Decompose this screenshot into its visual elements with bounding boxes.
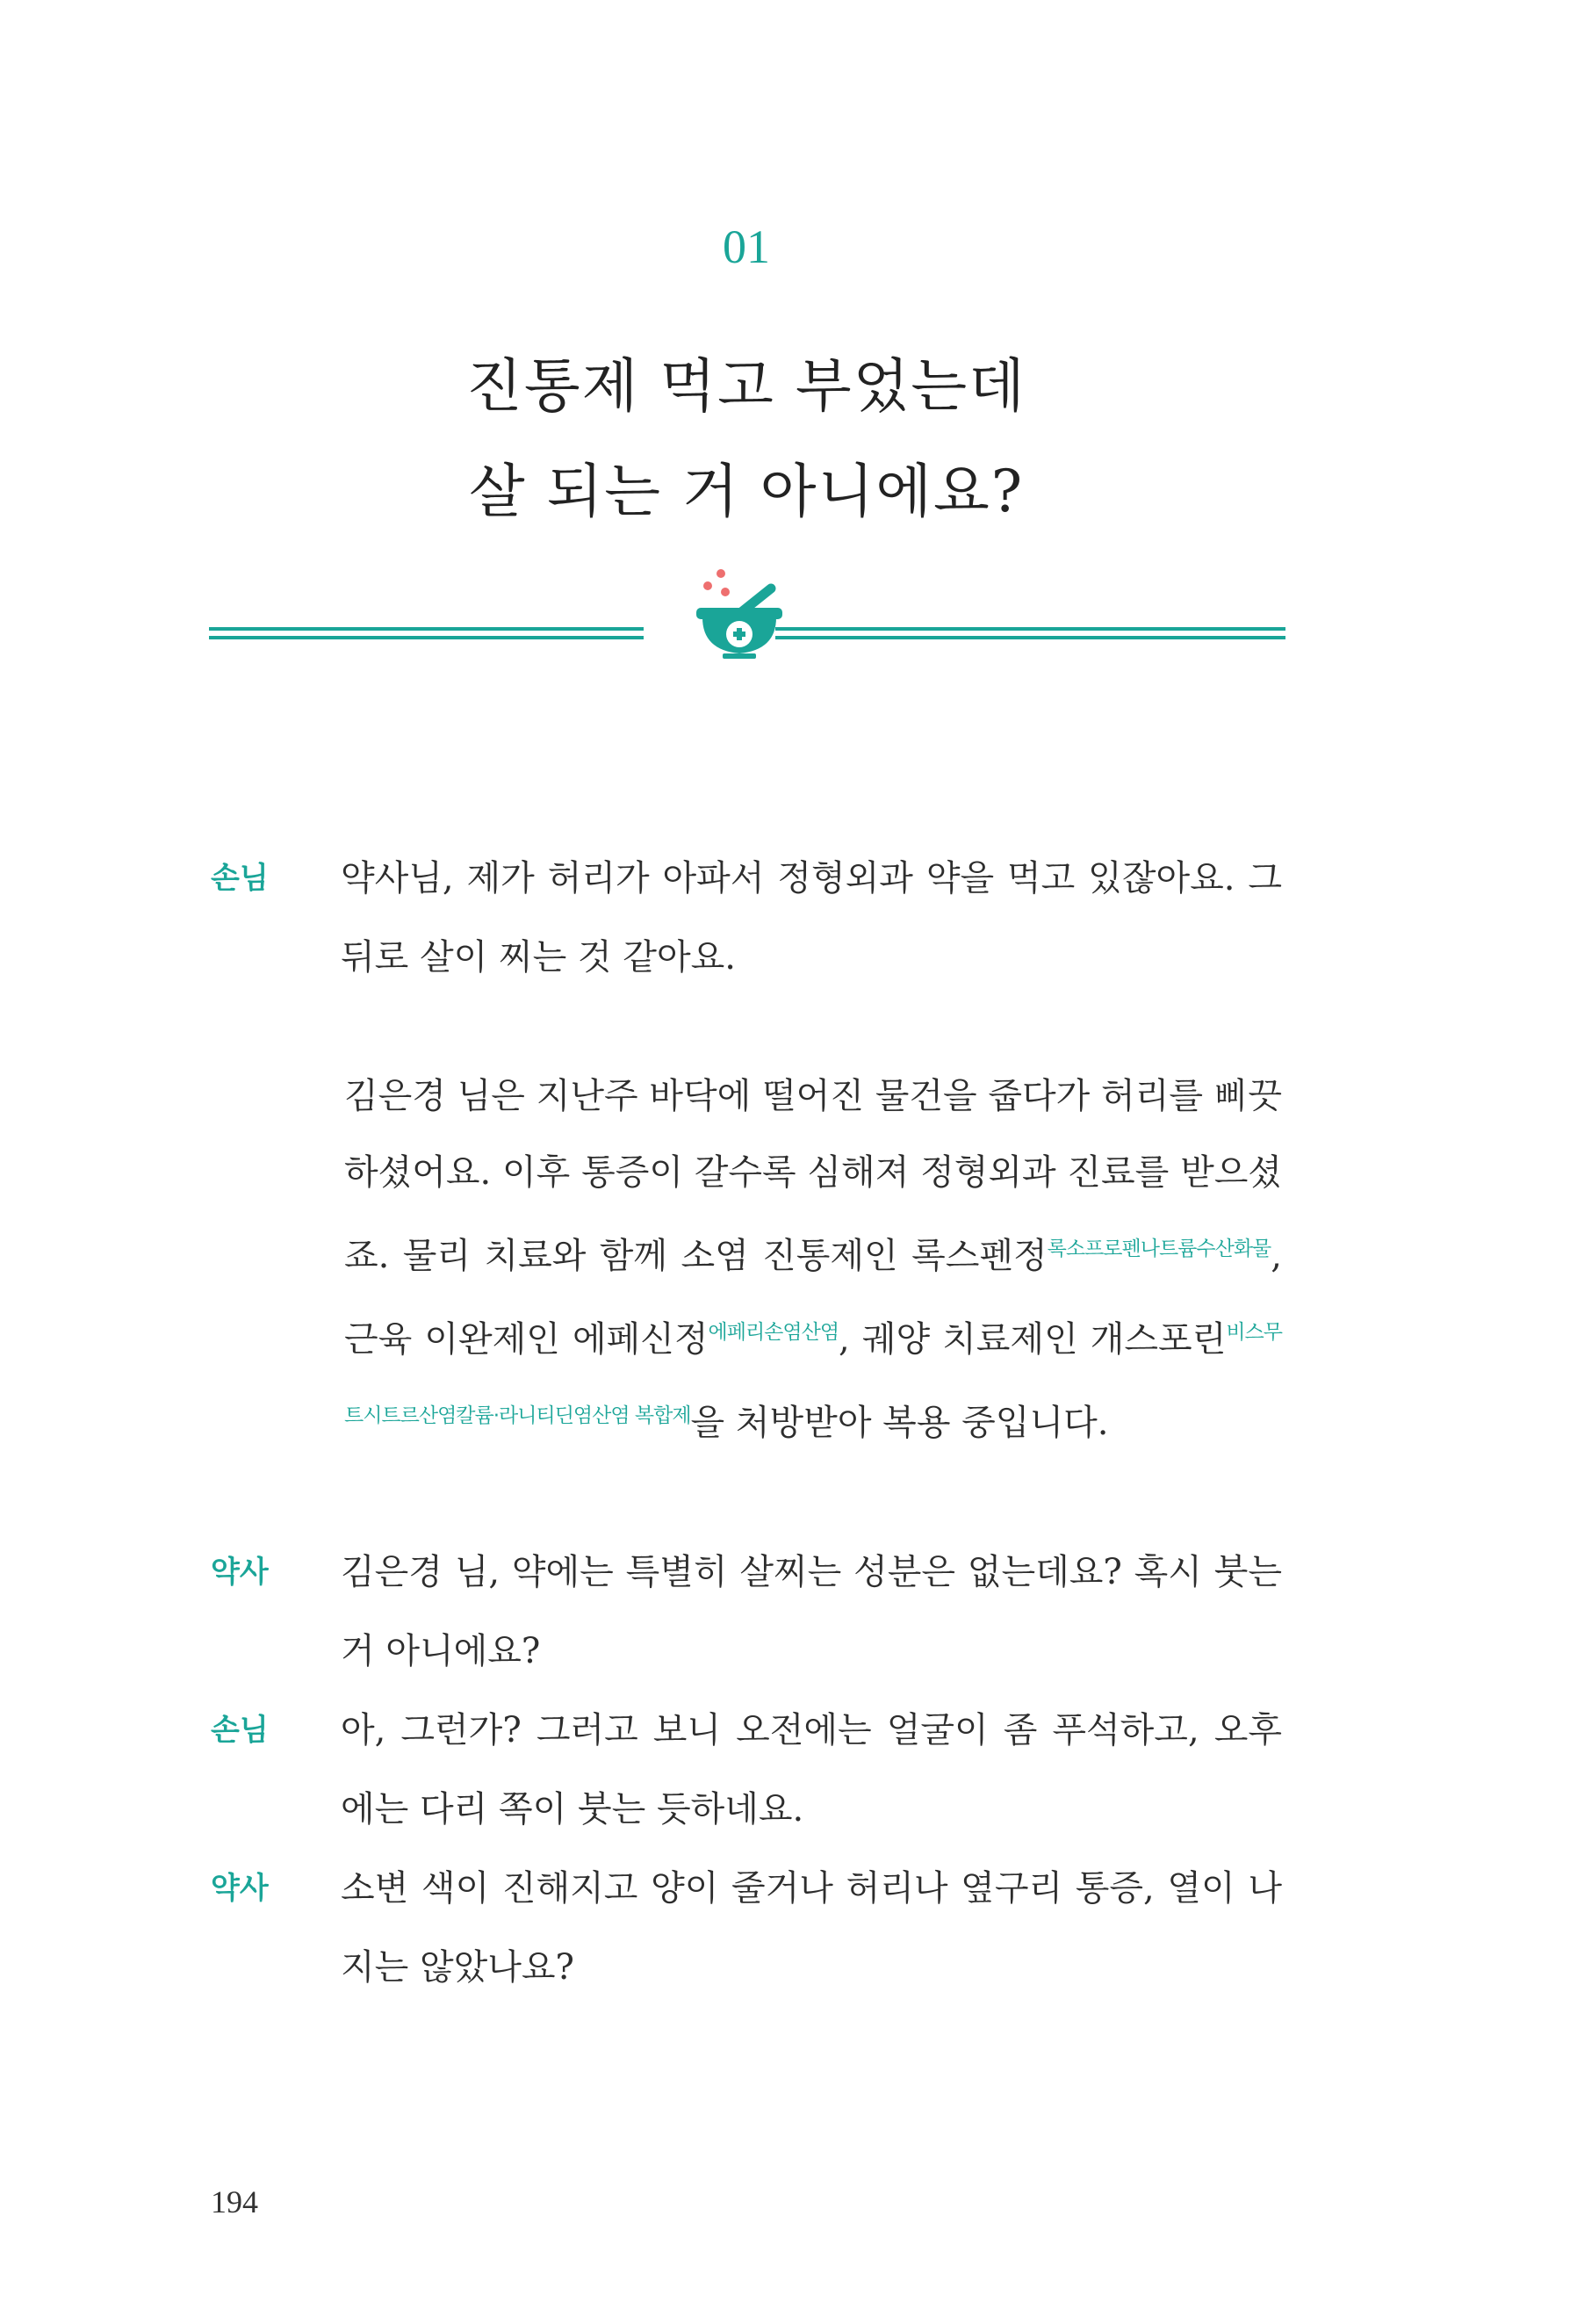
speaker-label: 손님: [211, 1713, 269, 1748]
chapter-title-line-2: 살 되는 거 아니에요?: [468, 458, 1025, 525]
mortar-pestle-icon: [696, 569, 782, 659]
drug-ingredient-note: 에페리손염산염: [708, 1321, 839, 1344]
dialogue-text: 약사님, 제가 허리가 아파서 정형외과 약을 먹고 있잖아요. 그 뒤로 살이 찌는 것 같아요.: [341, 858, 1282, 978]
narration-text: 을 처방받아 복용 중입니다.: [690, 1403, 1109, 1443]
narration-text: 김은경 님은 지난주 바닥에 떨어진 물건을 줍다가 허리를 삐끗하셨어요. 이후 통증이 갈수록 심해져 정형외과 진료를 받으셨죠. 물리 치료와 함께 소염 진통제인 록스펜정: [344, 1076, 1282, 1276]
divider-graphic: [209, 562, 1285, 659]
page-number: 194: [211, 2184, 258, 2219]
narration-text: , 근육 이완제인 에페신정: [344, 1236, 1282, 1360]
dialogue-text: 소변 색이 진해지고 양이 줄거나 허리나 옆구리 통증, 열이 나지는 않았나요?: [341, 1868, 1282, 1988]
dialogue-block-2: [211, 1533, 1282, 2007]
drug-ingredient-note: 비스무트시트르산염칼륨·라니티딘염산염 복합제: [344, 1321, 1282, 1427]
narration-text: , 궤양 치료제인 개스포린: [839, 1319, 1227, 1360]
dialogue-block-1: [211, 839, 1282, 997]
drug-ingredient-note: 록소프로펜나트륨수산화물: [1047, 1238, 1271, 1260]
dialogue-text: 아, 그런가? 그러고 보니 오전에는 얼굴이 좀 푸석하고, 오후에는 다리 쪽이 붓는 듯하네요.: [341, 1710, 1282, 1830]
dialogue-line: [211, 839, 1282, 997]
narration-paragraph: [344, 1058, 1282, 1462]
speaker-label: 약사: [211, 1555, 269, 1590]
chapter-title: [0, 334, 1493, 545]
dialogue-line: [211, 1849, 1282, 2007]
chapter-number: 01: [723, 220, 770, 273]
speaker-label: 손님: [211, 861, 269, 896]
chapter-divider: [209, 562, 1285, 659]
dialogue-line: [211, 1691, 1282, 1849]
chapter-title-line-1: 진통제 먹고 부었는데: [466, 352, 1026, 420]
dialogue-text: 김은경 님, 약에는 특별히 살찌는 성분은 없는데요? 혹시 붓는 거 아니에요?: [341, 1552, 1282, 1671]
dialogue-line: [211, 1533, 1282, 1691]
speaker-label: 약사: [211, 1871, 269, 1906]
